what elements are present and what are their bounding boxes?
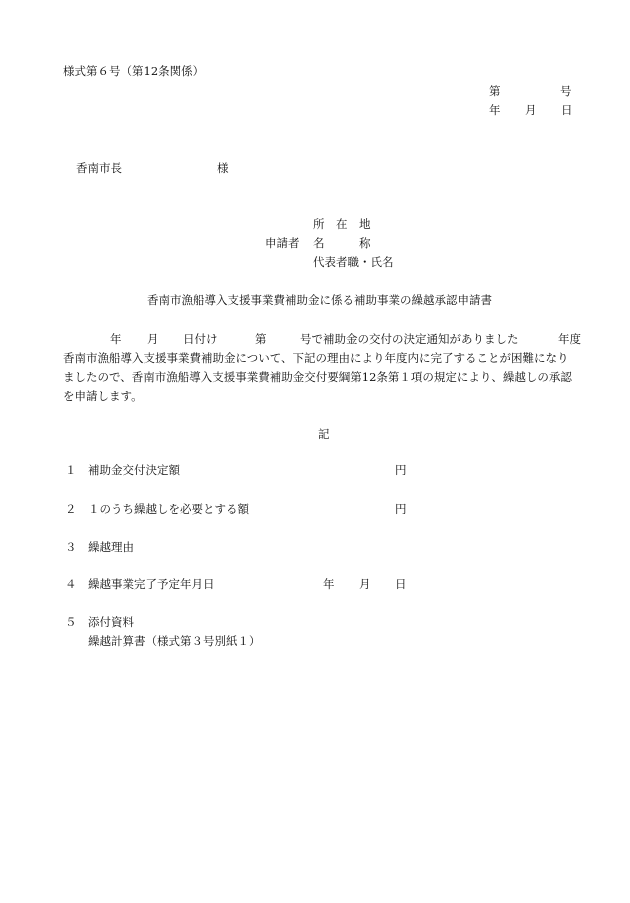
item-4-year: 年 [323, 577, 335, 591]
item-4-number: ４ [65, 577, 77, 591]
body-dated: 日付け [183, 332, 218, 346]
applicant-address-label: 所 在 地 [313, 217, 371, 231]
item-4-month: 月 [359, 577, 371, 591]
addressee-honorific: 様 [217, 161, 229, 175]
item-2-unit: 円 [395, 502, 407, 516]
item-5-number: ５ [65, 615, 77, 629]
addressee-name: 香南市長 [76, 161, 122, 175]
item-4-label: 繰越事業完了予定年月日 [88, 577, 215, 591]
body-line4: を申請します。 [63, 389, 143, 403]
item-4-day: 日 [395, 577, 407, 591]
applicant-label: 申請者 [265, 236, 300, 250]
body-fiscal-year: 年度 [558, 332, 581, 346]
doc-number-suffix: 号 [560, 84, 572, 98]
body-line2: 香南市漁船導入支援事業費補助金について、下記の理由により年度内に完了することが困難になり [63, 351, 569, 365]
applicant-rep-label: 代表者職・氏名 [313, 255, 394, 269]
doc-number-prefix: 第 [489, 84, 501, 98]
body-line1-text: 号で補助金の交付の決定通知がありました [300, 332, 519, 346]
document-title: 香南市漁船導入支援事業費補助金に係る補助事業の繰越承認申請書 [147, 293, 492, 307]
ki-heading: 記 [318, 427, 330, 441]
item-5-label: 添付資料 [88, 615, 134, 629]
item-1-unit: 円 [395, 463, 407, 477]
item-3-label: 繰越理由 [88, 540, 134, 554]
date-month: 月 [525, 103, 537, 117]
body-no-prefix: 第 [255, 332, 267, 346]
item-2-label: １のうち繰越しを必要とする額 [88, 502, 249, 516]
applicant-name-label: 名 称 [313, 236, 371, 250]
item-5-sub: 繰越計算書（様式第３号別紙１） [88, 634, 261, 648]
item-1-label: 補助金交付決定額 [88, 463, 180, 477]
form-number: 様式第６号（第12条関係） [63, 64, 205, 78]
body-month: 月 [147, 332, 159, 346]
date-year: 年 [489, 103, 501, 117]
item-1-number: １ [65, 463, 77, 477]
body-line3: ましたので、香南市漁船導入支援事業費補助金交付要綱第12条第１項の規定により、繰越しの承認 [63, 370, 572, 384]
item-3-number: ３ [65, 540, 77, 554]
body-year: 年 [110, 332, 122, 346]
date-day: 日 [561, 103, 573, 117]
item-2-number: ２ [65, 502, 77, 516]
